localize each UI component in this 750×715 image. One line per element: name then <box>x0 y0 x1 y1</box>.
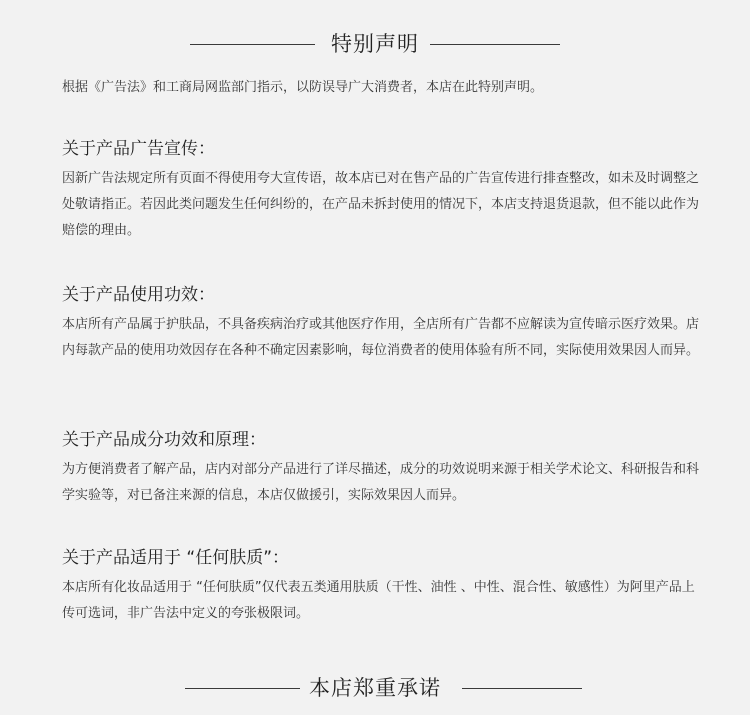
section-advertising <box>62 137 702 244</box>
intro-statement: 根据《广告法》和工商局网监部门指示，以防误导广大消费者，本店在此特别声明。 <box>62 80 544 95</box>
store-promise-heading <box>0 668 750 708</box>
section-body: 为方便消费者了解产品，店内对部分产品进行了详尽描述，成分的功效说明来源于相关学术论文、科研报告和科学实验等，对已备注来源的信息，本店仅做援引，实际效果因人而异。 <box>62 462 700 503</box>
footer-title: 本店郑重承诺 <box>309 676 441 700</box>
section-title: 关于产品广告宣传： <box>62 139 215 159</box>
section-body: 本店所有产品属于护肤品，不具备疾病治疗或其他医疗作用，全店所有广告都不应解读为宣传暗示医疗效果。店内每款产品的使用功效因存在各种不确定因素影响，每位消费者的使用体验有所不同，实际使用效果因人而异。 <box>62 317 700 358</box>
page-title: 特别声明 <box>331 32 419 56</box>
special-statement-heading <box>0 24 750 64</box>
heading-divider-right <box>462 688 582 689</box>
section-title: 关于产品适用于 “任何肤质”： <box>62 548 290 568</box>
section-body: 因新广告法规定所有页面不得使用夸大宣传语，故本店已对在售产品的广告宣传进行排查整改，如未及时调整之处敬请指正。若因此类问题发生任何纠纷的，在产品未拆封使用的情况下，本店支持退货退款，但不能以此作为赔偿的理由。 <box>62 171 700 238</box>
section-body: 本店所有化妆品适用于 “任何肤质”仅代表五类通用肤质（干性、油性 、中性、混合性、敏感性）为阿里产品上传可选词，非广告法中定义的夸张极限词。 <box>62 580 695 621</box>
section-ingredients <box>62 428 702 509</box>
section-title: 关于产品使用功效： <box>62 285 215 305</box>
section-usage-effect <box>62 283 702 364</box>
section-title: 关于产品成分功效和原理： <box>62 430 266 450</box>
section-skin-type <box>62 546 702 627</box>
heading-divider-right <box>430 44 560 45</box>
